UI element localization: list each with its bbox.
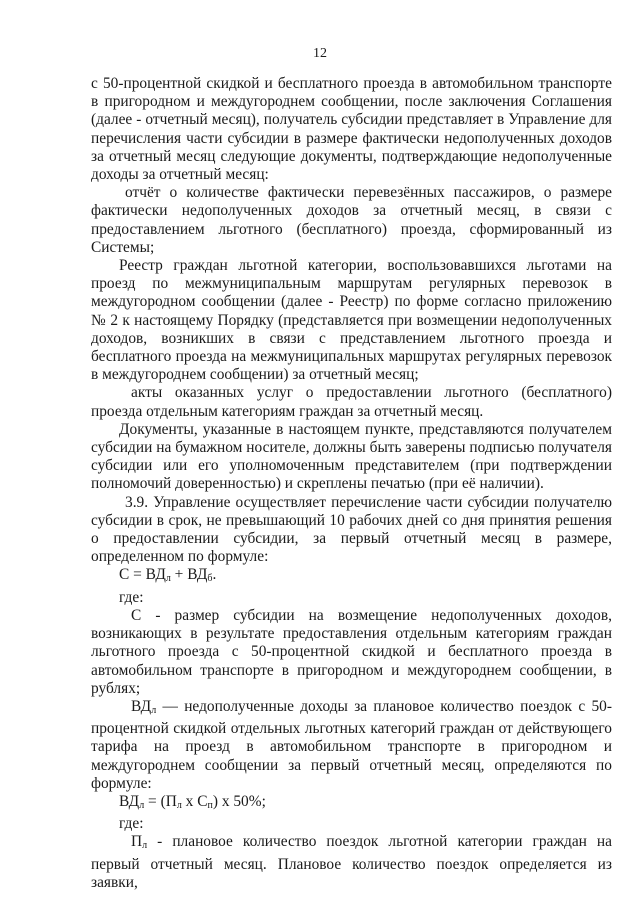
formula-end: ) х 50%; [212, 792, 266, 810]
definition-text: - плановое количество поездок льготной категории граждан на первый отчетный месяц. Плановое количество поездок определяется из заявки, [91, 833, 612, 891]
paragraph-registry-item: Реестр граждан льготной категории, воспользовавшихся льготами на проезд по межмуниципальным маршрутам регулярных перевозок в междугородном сообщении (далее - Реестр) по форме согласно приложению № 2 к настоящему Порядку (представляется при возмещении недополученных доходов, возникших в связи с представлением льготного проезда и бесплатного проезда на межмуниципальных маршрутах регулярных перевозок в междугороднем сообщении) за отчетный месяц; [91, 257, 612, 384]
formula-subscript: л [176, 799, 182, 811]
formula-subscript: б [207, 573, 213, 585]
formula-term: ВД [145, 566, 166, 584]
where-label: где: [119, 815, 144, 833]
formula-subscript: л [139, 799, 145, 811]
formula-subscript: п [207, 799, 213, 811]
formula-left: С = [119, 566, 146, 584]
document-body [91, 75, 612, 892]
formula-term: С [197, 792, 208, 810]
symbol-vd: ВД [131, 697, 152, 715]
paragraph-definition-pl [91, 833, 612, 892]
formula-term: П [165, 792, 177, 810]
symbol-subscript: л [142, 840, 148, 852]
definition-text: — недополученные доходы за плановое количество поездок с 50-процентной скидкой отдельных льготных категорий граждан от действующего тарифа на проезд в автомобильном транспорте в пригородном и междугороднем сообщении за первый отчетный месяц, определяются по формуле: [91, 697, 612, 792]
formula-operator: + [170, 566, 188, 584]
formula-operator: х [181, 792, 198, 810]
formula-subsidy [119, 566, 612, 588]
formula-subscript: л [165, 573, 171, 585]
symbol-p: П [131, 833, 143, 851]
symbol-subscript: л [151, 704, 157, 716]
paragraph-report-item: отчёт о количестве фактически перевезённых пассажиров, о размере фактически недополученных доходов за отчетный месяц, в связи с предоставлением льготного (бесплатного) проезда, сформированный из Системы; [91, 184, 612, 256]
formula-operator: = ( [144, 792, 166, 810]
paragraph-documents: Документы, указанные в настоящем пункте, представляются получателем субсидии на бумажном носителе, должны быть заверены подписью получателя субсидии или его уполномоченным представителем (при подтверждении полномочий доверенностью) и скреплены печатью (при её наличии). [91, 420, 612, 493]
paragraph-definition-c: С - размер субсидии на возмещение недополученных доходов, возникающих в результате предоставления отдельным категориям граждан льготного проезда с 50-процентной скидкой и бесплатного проезда в автомобильном транспорте в пригородном и междугороднем сообщении, в рублях; [91, 606, 612, 697]
paragraph-acts-item: акты оказанных услуг о предоставлении льготного (бесплатного) проезда отдельным категориям граждан за отчетный месяц. [91, 384, 612, 420]
formula-term: ВД [187, 566, 208, 584]
formula-vdl [119, 793, 612, 815]
formula-term: ВД [119, 792, 140, 810]
page-number: 12 [313, 46, 327, 61]
formula-end: . [212, 566, 217, 584]
where-label: где: [119, 588, 144, 606]
paragraph-continuation: с 50-процентной скидкой и бесплатного проезда в автомобильном транспорте в пригородном и междугороднем сообщении, после заключения Соглашения (далее - отчетный месяц), получатель субсидии представляет в Управление для перечисления части субсидии в размере фактически недополученных доходов за отчетный месяц следующие документы, подтверждающие недополученные доходы за отчетный месяц: [91, 75, 612, 184]
paragraph-definition-vdl [91, 698, 612, 793]
paragraph-3-9: 3.9. Управление осуществляет перечисление части субсидии получателю субсидии в срок, не превышающий 10 рабочих дней со дня принятия решения о предоставлении субсидии, за первый отчетный месяц в размере, определенном по формуле: [91, 493, 612, 566]
